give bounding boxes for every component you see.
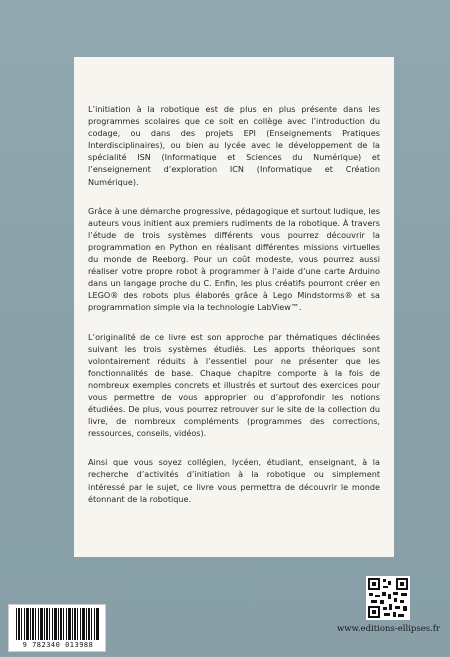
- publisher-website: www.editions-ellipses.fr: [337, 624, 440, 634]
- paragraph-intro: L’initiation à la robotique est de plus en plus présente dans les programmes scolaires que ce soit en collège avec l’introduction du codage, ou dans des projets EPI (Enseignements Pratiques Interdisciplinaires), ou bien au lycée avec le développement de la spécialité ISN (Informatique et Sciences du Numérique) et l’enseignement d’exploration ICN (Informatique et Création Numérique).: [88, 104, 380, 187]
- qr-code-icon: [366, 576, 410, 620]
- blurb-panel: [74, 57, 394, 557]
- paragraph-audience: Ainsi que vous soyez collégien, lycéen, étudiant, enseignant, à la recherche d’activités d’initiation à la robotique ou simplement intéressé par le sujet, ce livre vous permettra de découvrir le monde étonnant de la robotique.: [88, 457, 380, 504]
- barcode: [8, 604, 106, 652]
- barcode-icon: [16, 608, 100, 640]
- paragraph-originality: L’originalité de ce livre est son approche par thématiques déclinées suivant les trois systèmes étudiés. Les apports théoriques sont volontairement réduits à l’essentiel pour ne présenter que les fonctionnalités de base. Chaque chapitre comporte à la fois de nombreux exemples concrets et illustrés et surtout des exercices pour vous permettre de vous approprier ou d’approfondir les notions étudiées. De plus, vous pourrez retrouver sur le site de la collection du livre, de nombreux compléments (programmes des corrections, ressources, conseils, vidéos).: [88, 331, 380, 439]
- isbn-number: 9 782340 013988: [22, 641, 94, 649]
- paragraph-approach: Grâce à une démarche progressive, pédagogique et surtout ludique, les auteurs vous initient aux premiers rudiments de la robotique. À travers l’étude de trois systèmes différents vous pourrez découvrir la programmation en Python en réalisant différentes missions virtuelles du monde de Reeborg. Pour un coût modeste, vous pourrez aussi réaliser votre propre robot à programmer à l’aide d’une carte Arduino dans un langage proche du C. Enfin, les plus créatifs pourront créer en LEGO® des robots plus élaborés grâce à Lego Mindstorms® et sa programmation simple via la technologie LabView™.: [88, 205, 380, 313]
